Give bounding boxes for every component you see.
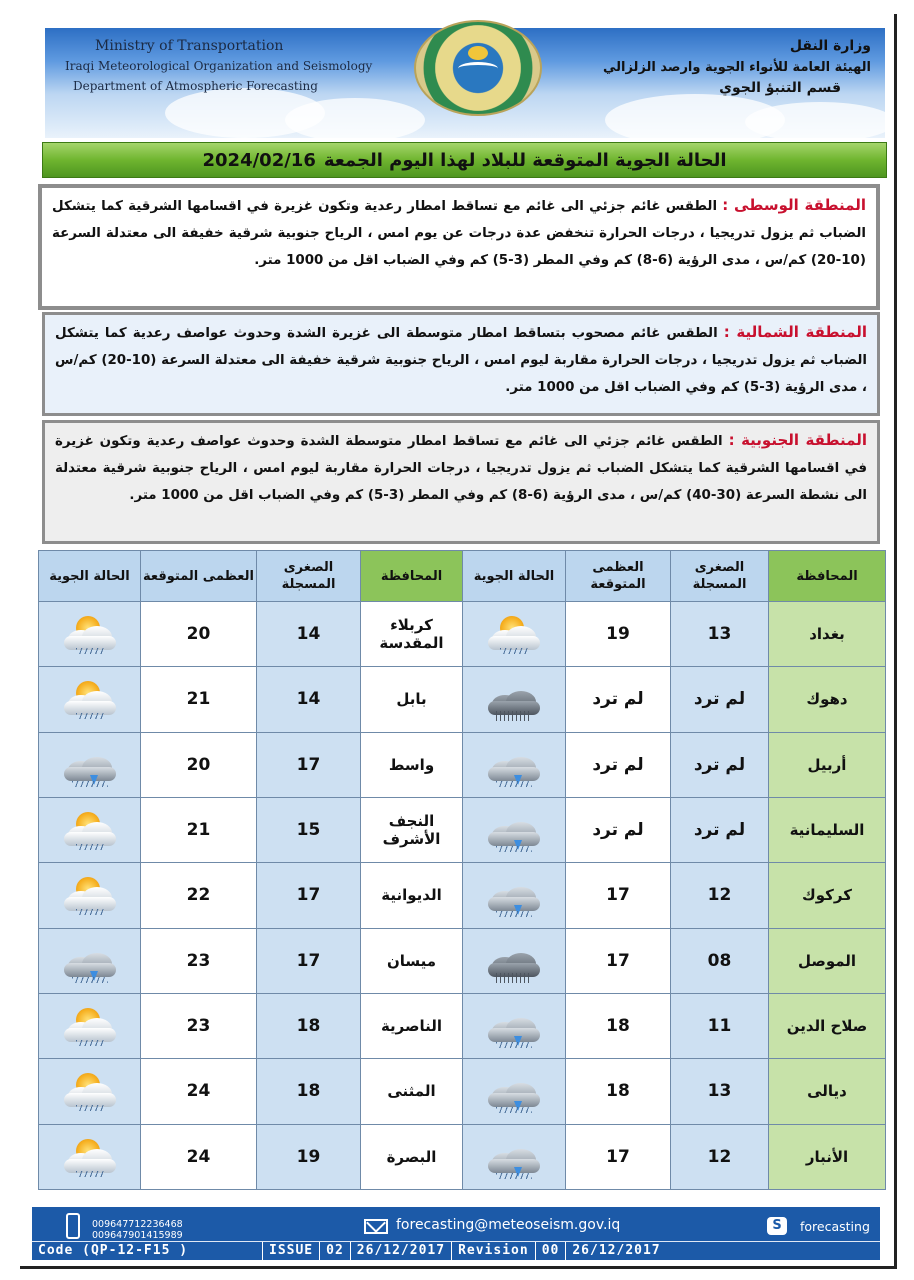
max-temp: 21 xyxy=(141,667,257,732)
weather-cell xyxy=(39,797,141,862)
document-code-bar xyxy=(32,1241,880,1260)
province-name: الموصل xyxy=(769,928,886,993)
weather-cell xyxy=(463,797,566,862)
partly-cloudy-icon xyxy=(58,875,122,915)
header-min-left: الصغرى المسجلة xyxy=(257,551,361,602)
max-temp: لم ترد xyxy=(566,732,671,797)
organization-seal-icon xyxy=(414,20,542,116)
title-date: 2024/02/16 xyxy=(202,149,316,171)
max-temp: 17 xyxy=(566,863,671,928)
min-temp: 11 xyxy=(671,993,769,1058)
organization-name-en: Iraqi Meteorological Organization and Seismology xyxy=(65,59,373,73)
department-name-en: Department of Atmospheric Forecasting xyxy=(73,79,318,93)
phone-number-1: 009647712236468 xyxy=(92,1219,183,1230)
skype-icon: S xyxy=(767,1217,787,1235)
max-temp: 23 xyxy=(141,993,257,1058)
thunderstorm-icon xyxy=(482,745,546,785)
thunderstorm-icon xyxy=(482,875,546,915)
partly-cloudy-icon xyxy=(58,1006,122,1046)
weather-cell xyxy=(463,1059,566,1124)
document-code: Code (QP-12-F15 ) xyxy=(32,1242,263,1260)
min-temp: 14 xyxy=(257,667,361,732)
header-min-right: الصغرى المسجلة xyxy=(671,551,769,602)
min-temp: 19 xyxy=(257,1124,361,1189)
issue-label: ISSUE xyxy=(263,1242,320,1260)
partly-cloudy-icon xyxy=(58,810,122,850)
max-temp: 24 xyxy=(141,1124,257,1189)
table-row xyxy=(39,602,886,667)
region-central-name: المنطقة الوسطى : xyxy=(722,196,866,214)
thunderstorm-icon xyxy=(482,1071,546,1111)
header-weather-right: الحالة الجوية xyxy=(463,551,566,602)
province-name: المثنى xyxy=(361,1059,463,1124)
weather-cell xyxy=(463,732,566,797)
max-temp: 21 xyxy=(141,797,257,862)
header-max-right: العظمى المتوقعة xyxy=(566,551,671,602)
table-row xyxy=(39,1059,886,1124)
min-temp: 17 xyxy=(257,732,361,797)
thunderstorm-icon xyxy=(482,1006,546,1046)
region-north-name: المنطقة الشمالية : xyxy=(723,323,867,341)
province-name: ديالى xyxy=(769,1059,886,1124)
min-temp: 14 xyxy=(257,602,361,667)
province-name: الديوانية xyxy=(361,863,463,928)
footer xyxy=(32,1207,880,1259)
header-max-left: العظمى المتوقعة xyxy=(141,551,257,602)
weather-cell xyxy=(39,602,141,667)
partly-cloudy-icon xyxy=(58,1137,122,1177)
region-south-text: الطقس غائم جزئي الى غائم مع تساقط امطار متوسطة الشدة وحدوث عواصف رعدية وتكون غزيرة في اقسامها الشرقية كما يتشكل الضباب ثم يزول تدريجيا ، درجات الحرارة مقاربة ليوم امس ، الرياح جنوبية شرقية معتدلة الى نشطة السرعة (30-40) كم/س ، مدى الرؤية (6-8) كم وفي المطر (3-5) كم وفي الضباب اقل من 1000 متر. xyxy=(55,434,867,503)
table-row xyxy=(39,928,886,993)
min-temp: لم ترد xyxy=(671,732,769,797)
forecast-title xyxy=(42,142,887,178)
min-temp: 12 xyxy=(671,1124,769,1189)
fog-rain-icon xyxy=(482,679,546,719)
province-name: دهوك xyxy=(769,667,886,732)
table-row xyxy=(39,1124,886,1189)
partly-cloudy-icon xyxy=(58,614,122,654)
max-temp: 24 xyxy=(141,1059,257,1124)
table-row xyxy=(39,797,886,862)
partly-cloudy-icon xyxy=(58,679,122,719)
max-temp: 18 xyxy=(566,1059,671,1124)
max-temp: 23 xyxy=(141,928,257,993)
min-temp: لم ترد xyxy=(671,667,769,732)
max-temp: 18 xyxy=(566,993,671,1058)
header-weather-left: الحالة الجوية xyxy=(39,551,141,602)
max-temp: لم ترد xyxy=(566,667,671,732)
weather-cell xyxy=(463,667,566,732)
header-province-right: المحافظة xyxy=(769,551,886,602)
header-arabic xyxy=(603,36,871,99)
issue-date: 26/12/2017 xyxy=(351,1242,452,1260)
min-temp: 08 xyxy=(671,928,769,993)
table-row xyxy=(39,732,886,797)
ministry-name-ar: وزارة النقل xyxy=(789,38,871,54)
province-name: صلاح الدين xyxy=(769,993,886,1058)
revision-date: 26/12/2017 xyxy=(572,1243,661,1258)
province-forecast-table xyxy=(38,550,886,1190)
province-name: الناصرية xyxy=(361,993,463,1058)
province-name: كركوك xyxy=(769,863,886,928)
max-temp: 22 xyxy=(141,863,257,928)
weather-cell xyxy=(39,732,141,797)
weather-cell xyxy=(39,863,141,928)
issue-number: 02 xyxy=(320,1242,351,1260)
thunderstorm-icon xyxy=(482,1137,546,1177)
partly-cloudy-icon xyxy=(482,614,546,654)
province-name: ميسان xyxy=(361,928,463,993)
revision-label: Revision xyxy=(452,1242,536,1260)
weather-cell xyxy=(39,928,141,993)
thunderstorm-icon xyxy=(482,810,546,850)
min-temp: 17 xyxy=(257,863,361,928)
max-temp: 19 xyxy=(566,602,671,667)
thunderstorm-icon xyxy=(58,745,122,785)
mail-icon xyxy=(364,1219,388,1234)
weather-cell xyxy=(39,993,141,1058)
revision-number: 00 xyxy=(536,1242,567,1260)
province-name: السليمانية xyxy=(769,797,886,862)
weather-cell xyxy=(39,1124,141,1189)
header-province-left: المحافظة xyxy=(361,551,463,602)
max-temp: 20 xyxy=(141,602,257,667)
phone-icon xyxy=(66,1213,80,1239)
region-south xyxy=(42,420,880,544)
weather-cell xyxy=(39,1059,141,1124)
province-name: كربلاء المقدسة xyxy=(361,602,463,667)
province-name: بغداد xyxy=(769,602,886,667)
header-english xyxy=(65,36,372,96)
thunderstorm-icon xyxy=(58,941,122,981)
min-temp: 17 xyxy=(257,928,361,993)
min-temp: 13 xyxy=(671,602,769,667)
region-north xyxy=(42,312,880,416)
region-central xyxy=(38,184,880,310)
table-row xyxy=(39,863,886,928)
weather-cell xyxy=(463,928,566,993)
phone-numbers xyxy=(92,1219,183,1241)
weather-cell xyxy=(463,602,566,667)
province-name: البصرة xyxy=(361,1124,463,1189)
region-central-text: الطقس غائم جزئي الى غائم مع تساقط امطار رعدية وتكون غزيرة في اقسامها الشرقية كما يتشكل الضباب ثم يزول تدريجيا ، درجات الحرارة تنخفض عدة درجات عن يوم امس ، الرياح جنوبية شرقية خفيفة الى معتدلة السرعة (10-20) كم/س ، مدى الرؤية (6-8) كم وفي المطر (3-5) كم وفي الضباب اقل من 1000 متر. xyxy=(52,199,866,268)
weather-cell xyxy=(463,863,566,928)
region-north-text: الطقس غائم مصحوب بتساقط امطار متوسطة الى غزيرة الشدة وحدوث عواصف رعدية كما يتشكل الضباب ثم يزول تدريجيا ، درجات الحرارة مقاربة ليوم امس ، الرياح جنوبية شرقية خفيفة الى معتدلة السرعة (10-20) كم/س ، مدى الرؤية (3-5) كم وفي الضباب اقل من 1000 متر. xyxy=(55,326,867,395)
partly-cloudy-icon xyxy=(58,1071,122,1111)
email-link[interactable]: forecasting@meteoseism.gov.iq xyxy=(396,1217,621,1233)
organization-name-ar: الهيئة العامة للأنواء الجوية وارصد الزلزالي xyxy=(602,60,871,75)
skype-handle[interactable]: forecasting xyxy=(800,1219,870,1234)
min-temp: 18 xyxy=(257,993,361,1058)
max-temp: 20 xyxy=(141,732,257,797)
title-text: الحالة الجوية المتوقعة للبلاد لهذا اليوم الجمعة xyxy=(323,149,727,171)
max-temp: لم ترد xyxy=(566,797,671,862)
min-temp: 12 xyxy=(671,863,769,928)
weather-cell xyxy=(463,993,566,1058)
max-temp: 17 xyxy=(566,1124,671,1189)
province-name: بابل xyxy=(361,667,463,732)
min-temp: 18 xyxy=(257,1059,361,1124)
min-temp: لم ترد xyxy=(671,797,769,862)
weather-cell xyxy=(39,667,141,732)
max-temp: 17 xyxy=(566,928,671,993)
min-temp: 15 xyxy=(257,797,361,862)
ministry-name-en: Ministry of Transportation xyxy=(95,38,284,54)
region-south-name: المنطقة الجنوبية : xyxy=(728,431,867,449)
min-temp: 13 xyxy=(671,1059,769,1124)
department-name-ar: قسم التنبؤ الجوي xyxy=(719,80,841,96)
table-row xyxy=(39,993,886,1058)
fog-rain-icon xyxy=(482,941,546,981)
phone-number-2: 009647901415989 xyxy=(92,1230,183,1241)
province-name: الأنبار xyxy=(769,1124,886,1189)
weather-cell xyxy=(463,1124,566,1189)
table-header-row xyxy=(39,551,886,602)
province-name: أربيل xyxy=(769,732,886,797)
province-name: واسط xyxy=(361,732,463,797)
province-name: النجف الأشرف xyxy=(361,797,463,862)
table-row xyxy=(39,667,886,732)
